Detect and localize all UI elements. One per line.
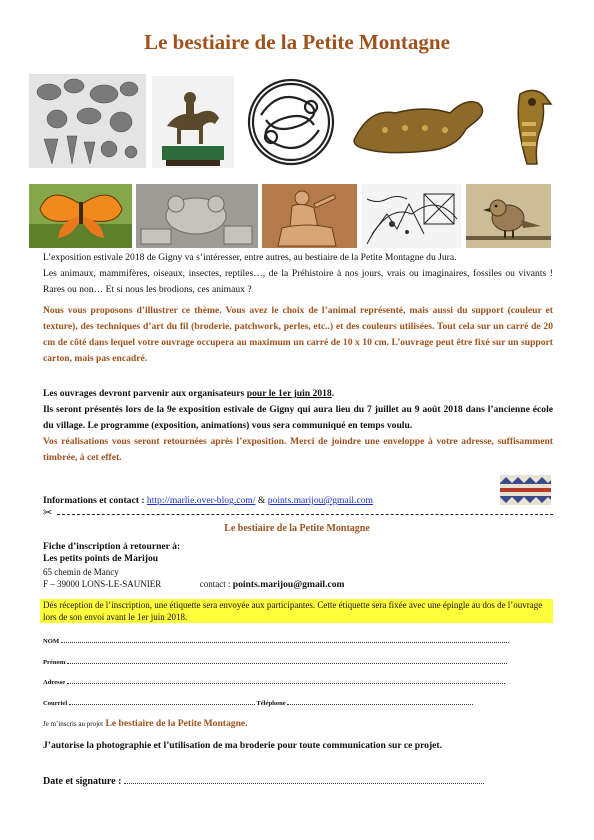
project-prefix: Je m’inscris au projet (43, 720, 104, 728)
orange-butterfly-photo (29, 184, 132, 248)
signature-label: Date et signature : (43, 776, 122, 787)
contact-email-2: points.marijou@gmail.com (232, 579, 345, 591)
email-link[interactable]: points.marijou@gmail.com (267, 495, 374, 506)
embroidery-pattern-image (500, 475, 551, 505)
city: F – 39000 LONS-LE-SAUNIER (43, 579, 162, 590)
deadline-text (43, 386, 553, 402)
field-adresse[interactable] (43, 677, 505, 686)
project-line (43, 716, 553, 732)
field-adresse-line[interactable] (67, 677, 505, 684)
equestrian-bronze-statue-photo (152, 76, 234, 168)
expo-text: Ils seront présentés lors de la 9e exposition estivale de Gigny qui aura lieu du 7 juillet au 9 août 2018 dans l’ancienne école du village. Le programme (exposition, animations) vous sera communiqué en temps voulu. (43, 404, 553, 431)
address-block (43, 541, 443, 592)
return-text: Vos réalisations vous seront retournées après l’exposition. Merci de joindre une enveloppe à votre adresse, suffisamment timbrée, à cet effet. (43, 436, 553, 463)
carved-musician-figure-photo (262, 184, 357, 248)
page-title: Le bestiaire de la Petite Montagne (144, 30, 450, 54)
cut-line (43, 508, 553, 520)
songbird-photo (466, 184, 551, 248)
contact-label-2: contact : (199, 579, 231, 590)
celtic-knot-drawing (241, 75, 340, 169)
field-prenom-line[interactable] (67, 657, 507, 664)
contact-amp: & (257, 495, 266, 506)
carved-stone-relief-photo (136, 184, 258, 248)
form-heading-1: Fiche d’inscription à retourner à: (43, 541, 181, 552)
blog-link[interactable]: http://marlie.over-blog.com/ (146, 495, 256, 506)
field-courriel-label: Courriel (43, 700, 68, 707)
intro-line-1: L’exposition estivale 2018 de Gigny va s’intéresser, entre autres, au bestiaire de la Petite Montagne du Jura. (43, 252, 457, 263)
intro-line-2: Les animaux, mammifères, oiseaux, insectes, reptiles…, de la Préhistoire à nos jours, vrais ou imaginaires, fossiles ou vivants ! Rares ou non… Et si nous les brodions, ces animaux ? (43, 268, 553, 295)
notice-text: Dès réception de l’inscription, une étiquette sera envoyée aux participantes. Cette étiquette sera fixée avec une épingle au dos de l’ouvrage lors de son envoi avant le 1er juin 2018. (43, 600, 543, 622)
contact-label: Informations et contact : (43, 495, 145, 506)
contact-line (43, 493, 553, 509)
intro-text (43, 250, 553, 298)
field-courriel-row (43, 698, 473, 707)
signature-field[interactable] (43, 776, 484, 787)
field-nom-label: NOM (43, 638, 60, 645)
deadline-date: pour le 1er juin 2018 (246, 388, 332, 399)
proposal-text: Nous vous proposons d’illustrer ce thème. Vous avez le choix de l’animal représenté, mais aussi du support (couleur et texture), des techniques d’art du fil (broderie, patchwork, perles, etc..) et des couleurs utilisées. Tout cela sur un carré de 20 cm de côté dans lequel votre ouvrage occupera au maximum un carré de 10 x 10 cm. L’ouvrage peut être fixé sur un support carton, mais pas encadré. (43, 305, 553, 364)
field-adresse-label: Adresse (43, 679, 66, 686)
field-telephone-line[interactable] (287, 698, 473, 705)
field-prenom[interactable] (43, 657, 507, 666)
authorization-text: J’autorise la photographie et l’utilisation de ma broderie pour toute communication sur ce projet. (43, 740, 443, 751)
deadline-lead: Les ouvrages devront parvenir aux organisateurs (43, 388, 247, 399)
field-nom[interactable] (43, 636, 509, 645)
field-courriel-line[interactable] (69, 698, 255, 705)
bronze-bird-brooch-photo (502, 84, 557, 170)
fossil-shells-photo (29, 74, 146, 168)
cut-dash (57, 514, 553, 515)
signature-line[interactable] (124, 777, 484, 784)
project-name: Le bestiaire de la Petite Montagne. (105, 718, 248, 729)
deadline-end: . (331, 388, 335, 399)
city-line (43, 578, 443, 591)
scissors-icon: ✂ (43, 507, 53, 519)
form-heading-2: Les petits points de Marijou (43, 553, 159, 565)
street: 65 chemin de Mancy (43, 566, 119, 577)
medieval-engraving-photo (362, 184, 461, 248)
field-nom-line[interactable] (61, 636, 509, 643)
field-telephone-label: Téléphone (256, 700, 286, 707)
bronze-horse-fibula-photo (345, 88, 495, 168)
form-title: Le bestiaire de la Petite Montagne (224, 523, 370, 534)
field-prenom-label: Prénom (43, 659, 66, 666)
